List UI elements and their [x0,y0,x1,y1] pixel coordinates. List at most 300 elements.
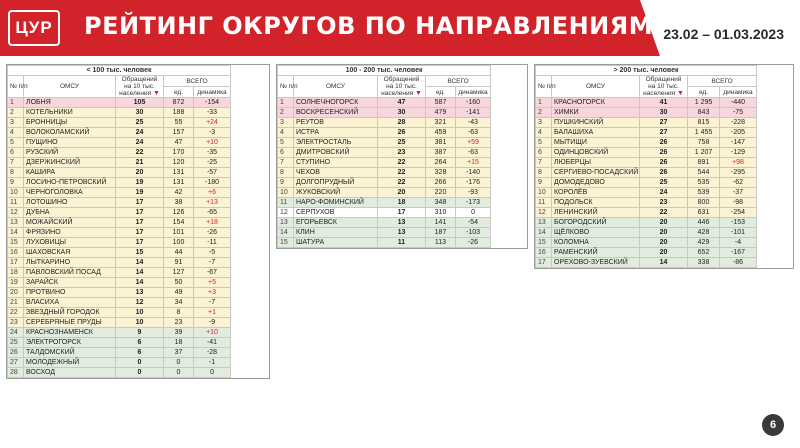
row-number: 12 [536,208,552,218]
row-number: 14 [8,228,24,238]
count-value: 0 [164,358,194,368]
col-rate: Обращений на 10 тыс. населения ▼ [116,76,164,98]
omsu-name: МЫТИЩИ [552,138,640,148]
table-row [536,118,757,128]
count-value: 544 [688,168,720,178]
dynamics-value: -11 [194,238,231,248]
dynamics-value: -129 [720,148,757,158]
col-num: № п/п [8,76,24,98]
count-value: 310 [426,208,456,218]
count-value: 23 [164,318,194,328]
rate-value: 15 [116,248,164,258]
count-value: 38 [164,198,194,208]
omsu-name: ВОСКРЕСЕНСКИЙ [294,108,378,118]
row-number: 23 [8,318,24,328]
table-row [278,118,491,128]
rate-value: 12 [116,298,164,308]
table-row [278,108,491,118]
row-number: 27 [8,358,24,368]
dynamics-value: -75 [720,108,757,118]
omsu-name: ДОЛГОПРУДНЫЙ [294,178,378,188]
cur-logo: ЦУР [8,10,60,46]
row-number: 28 [8,368,24,378]
count-value: 428 [688,228,720,238]
table-row [8,148,231,158]
row-number: 11 [8,198,24,208]
count-value: 188 [164,108,194,118]
count-value: 479 [426,108,456,118]
count-value: 120 [164,158,194,168]
table-row [278,138,491,148]
dynamics-value: +10 [194,328,231,338]
count-value: 266 [426,178,456,188]
rate-value: 20 [116,168,164,178]
rate-value: 20 [640,228,688,238]
row-number: 2 [536,108,552,118]
omsu-name: ПОДОЛЬСК [552,198,640,208]
count-value: 39 [164,328,194,338]
omsu-name: МОЖАЙСКИЙ [24,218,116,228]
omsu-name: ЛОТОШИНО [24,198,116,208]
count-value: 37 [164,348,194,358]
rate-value: 10 [116,308,164,318]
table-row [536,108,757,118]
rate-value: 24 [116,138,164,148]
dynamics-value: -33 [194,108,231,118]
rate-value: 24 [116,128,164,138]
rate-value: 22 [378,168,426,178]
dynamics-value: -41 [194,338,231,348]
omsu-name: ПРОТВИНО [24,288,116,298]
omsu-name: РЕУТОВ [294,118,378,128]
dynamics-value: -3 [194,128,231,138]
row-number: 25 [8,338,24,348]
omsu-name: СОЛНЕЧНОГОРСК [294,98,378,108]
dynamics-value: -295 [720,168,757,178]
rate-value: 18 [378,198,426,208]
count-value: 55 [164,118,194,128]
dynamics-value: -7 [194,258,231,268]
omsu-name: ЭЛЕКТРОСТАЛЬ [294,138,378,148]
dynamics-value: -147 [720,138,757,148]
dynamics-value: -54 [456,218,491,228]
rate-value: 17 [378,208,426,218]
rate-value: 21 [116,158,164,168]
dynamics-value: -86 [720,258,757,268]
dynamics-value: -5 [194,248,231,258]
rate-value: 47 [378,98,426,108]
table-row [8,158,231,168]
omsu-name: ТАЛДОМСКИЙ [24,348,116,358]
dynamics-value: 0 [456,208,491,218]
rate-value: 6 [116,348,164,358]
table-row [8,368,231,378]
col-count: ед. [164,87,194,98]
row-number: 8 [278,168,294,178]
date-range: 23.02 – 01.03.2023 [663,26,784,42]
count-value: 631 [688,208,720,218]
rating-table [7,65,231,378]
count-value: 50 [164,278,194,288]
omsu-name: ОРЕХОВО-ЗУЕВСКИЙ [552,258,640,268]
row-number: 16 [8,248,24,258]
table-row [8,188,231,198]
dynamics-value: -93 [456,188,491,198]
omsu-name: ЭЛЕКТРОГОРСК [24,338,116,348]
rate-value: 20 [640,218,688,228]
dynamics-value: -9 [194,318,231,328]
table-row [8,258,231,268]
omsu-name: ЖУКОВСКИЙ [294,188,378,198]
col-total: ВСЕГО [164,76,231,87]
rate-value: 23 [378,148,426,158]
dynamics-value: +98 [720,158,757,168]
table-row [8,228,231,238]
row-number: 12 [8,208,24,218]
dynamics-value: -440 [720,98,757,108]
count-value: 446 [688,218,720,228]
omsu-name: КРАСНОГОРСК [552,98,640,108]
header [0,0,800,56]
count-value: 127 [164,268,194,278]
table-row [536,138,757,148]
row-number: 11 [536,198,552,208]
sort-down-icon[interactable]: ▼ [676,90,684,97]
dynamics-value: +15 [456,158,491,168]
count-value: 539 [688,188,720,198]
omsu-name: СЕРЕБРЯНЫЕ ПРУДЫ [24,318,116,328]
row-number: 9 [278,178,294,188]
omsu-name: ЧЕХОВ [294,168,378,178]
rate-value: 30 [378,108,426,118]
table-row [536,148,757,158]
omsu-name: ИСТРА [294,128,378,138]
count-value: 131 [164,168,194,178]
page-title: РЕЙТИНГ ОКРУГОВ ПО НАПРАВЛЕНИЯМ [84,12,654,40]
col-omsu: ОМСУ [294,76,378,98]
count-value: 49 [164,288,194,298]
table-row [278,148,491,158]
omsu-name: ДМИТРОВСКИЙ [294,148,378,158]
omsu-name: КОЛОМНА [552,238,640,248]
dynamics-value: +6 [194,188,231,198]
count-value: 815 [688,118,720,128]
count-value: 348 [426,198,456,208]
count-value: 42 [164,188,194,198]
rate-value: 22 [378,158,426,168]
table-row [8,198,231,208]
omsu-name: ЧЕРНОГОЛОВКА [24,188,116,198]
rate-value: 27 [640,128,688,138]
count-value: 18 [164,338,194,348]
rate-value: 10 [116,318,164,328]
rate-value: 17 [116,198,164,208]
count-value: 328 [426,168,456,178]
dynamics-value: -28 [194,348,231,358]
omsu-name: СЕРПУХОВ [294,208,378,218]
count-value: 91 [164,258,194,268]
omsu-name: ПУШКИНСКИЙ [552,118,640,128]
table-row [8,338,231,348]
row-number: 18 [8,268,24,278]
rate-value: 26 [640,158,688,168]
count-value: 429 [688,238,720,248]
rate-value: 20 [640,248,688,258]
table-row [278,238,491,248]
table-row [278,208,491,218]
rate-value: 105 [116,98,164,108]
col-rate: Обращений на 10 тыс. населения ▼ [640,76,688,98]
rate-value: 25 [378,138,426,148]
rate-value: 14 [640,258,688,268]
rate-value: 13 [378,218,426,228]
table-panel-under-100k [6,64,270,379]
col-rate: Обращений на 10 тыс. населения ▼ [378,76,426,98]
dynamics-value: -1 [194,358,231,368]
row-number: 13 [8,218,24,228]
count-value: 387 [426,148,456,158]
count-value: 652 [688,248,720,258]
rate-value: 30 [640,108,688,118]
rate-value: 17 [116,238,164,248]
rate-value: 14 [116,268,164,278]
row-number: 10 [278,188,294,198]
count-value: 1 207 [688,148,720,158]
rate-value: 30 [116,108,164,118]
rate-value: 20 [378,188,426,198]
rate-value: 13 [378,228,426,238]
count-value: 100 [164,238,194,248]
omsu-name: ЛУХОВИЦЫ [24,238,116,248]
rate-value: 22 [640,208,688,218]
row-number: 15 [8,238,24,248]
dynamics-value: -98 [720,198,757,208]
row-number: 19 [8,278,24,288]
table-row [8,118,231,128]
row-number: 24 [8,328,24,338]
table-row [536,158,757,168]
row-number: 4 [278,128,294,138]
dynamics-value: -101 [720,228,757,238]
table-row [8,308,231,318]
count-value: 44 [164,248,194,258]
row-number: 9 [536,178,552,188]
row-number: 9 [8,178,24,188]
table-row [8,358,231,368]
rate-value: 25 [116,118,164,128]
row-number: 2 [8,108,24,118]
page-number: 6 [762,414,784,436]
row-number: 5 [536,138,552,148]
rate-value: 19 [116,178,164,188]
count-value: 34 [164,298,194,308]
row-number: 5 [8,138,24,148]
omsu-name: ШАХОВСКАЯ [24,248,116,258]
table-row [8,178,231,188]
omsu-name: ЩЁЛКОВО [552,228,640,238]
dynamics-value: -154 [194,98,231,108]
dynamics-value: -26 [194,228,231,238]
count-value: 872 [164,98,194,108]
row-number: 13 [536,218,552,228]
row-number: 11 [278,198,294,208]
table-row [8,348,231,358]
dynamics-value: -153 [720,218,757,228]
table-row [536,178,757,188]
row-number: 10 [8,188,24,198]
count-value: 126 [164,208,194,218]
dynamics-value: -140 [456,168,491,178]
row-number: 1 [278,98,294,108]
col-num: № п/п [278,76,294,98]
omsu-name: ПУЩИНО [24,138,116,148]
table-row [536,168,757,178]
row-number: 1 [8,98,24,108]
row-number: 3 [536,118,552,128]
group-title: 100 - 200 тыс. человек [278,66,491,76]
row-number: 17 [536,258,552,268]
dynamics-value: -180 [194,178,231,188]
dynamics-value: -4 [720,238,757,248]
table-row [8,248,231,258]
omsu-name: ДУБНА [24,208,116,218]
omsu-name: РАМЕНСКИЙ [552,248,640,258]
table-row [278,168,491,178]
table-row [536,198,757,208]
omsu-name: БРОННИЦЫ [24,118,116,128]
omsu-name: ВОСХОД [24,368,116,378]
table-row [8,288,231,298]
dynamics-value: -173 [456,198,491,208]
dynamics-value: -63 [456,148,491,158]
dynamics-value: +24 [194,118,231,128]
table-row [8,168,231,178]
dynamics-value: -67 [194,268,231,278]
sort-down-icon[interactable]: ▼ [152,90,160,97]
row-number: 16 [536,248,552,258]
omsu-name: КЛИН [294,228,378,238]
table-row [536,258,757,268]
count-value: 47 [164,138,194,148]
row-number: 4 [8,128,24,138]
rate-value: 17 [116,228,164,238]
omsu-name: ЛОСИНО-ПЕТРОВСКИЙ [24,178,116,188]
count-value: 1 295 [688,98,720,108]
row-number: 8 [8,168,24,178]
row-number: 15 [536,238,552,248]
table-row [278,98,491,108]
omsu-name: КОРОЛЁВ [552,188,640,198]
count-value: 157 [164,128,194,138]
table-row [278,178,491,188]
rate-value: 20 [640,238,688,248]
table-row [536,188,757,198]
omsu-name: НАРО-ФОМИНСКИЙ [294,198,378,208]
omsu-name: ОДИНЦОВСКИЙ [552,148,640,158]
row-number: 6 [8,148,24,158]
count-value: 113 [426,238,456,248]
count-value: 1 455 [688,128,720,138]
rate-value: 19 [116,188,164,198]
dynamics-value: +1 [194,308,231,318]
row-number: 20 [8,288,24,298]
col-dynamics: динамика [720,87,757,98]
dynamics-value: +59 [456,138,491,148]
count-value: 170 [164,148,194,158]
rate-value: 27 [640,118,688,128]
rate-value: 9 [116,328,164,338]
dynamics-value: -205 [720,128,757,138]
dynamics-value: -65 [194,208,231,218]
rate-value: 25 [640,178,688,188]
dynamics-value: -26 [456,238,491,248]
row-number: 13 [278,218,294,228]
omsu-name: ШАТУРА [294,238,378,248]
dynamics-value: +5 [194,278,231,288]
omsu-name: ЛЮБЕРЦЫ [552,158,640,168]
table-row [8,218,231,228]
omsu-name: БАЛАШИХА [552,128,640,138]
count-value: 843 [688,108,720,118]
count-value: 321 [426,118,456,128]
omsu-name: ВОЛОКОЛАМСКИЙ [24,128,116,138]
dynamics-value: -37 [720,188,757,198]
omsu-name: ЛЕНИНСКИЙ [552,208,640,218]
table-panel-100-200k [276,64,528,249]
omsu-name: ЛЫТКАРИНО [24,258,116,268]
rating-table [277,65,491,248]
omsu-name: КАШИРА [24,168,116,178]
omsu-name: БОГОРОДСКИЙ [552,218,640,228]
count-value: 535 [688,178,720,188]
omsu-name: ВЛАСИХА [24,298,116,308]
col-total: ВСЕГО [688,76,757,87]
table-row [8,298,231,308]
rate-value: 22 [116,148,164,158]
table-row [536,128,757,138]
sort-down-icon[interactable]: ▼ [414,90,422,97]
rate-value: 22 [378,178,426,188]
dynamics-value: +3 [194,288,231,298]
col-total: ВСЕГО [426,76,491,87]
dynamics-value: -254 [720,208,757,218]
table-row [278,128,491,138]
dynamics-value: -160 [456,98,491,108]
omsu-name: ЗАРАЙСК [24,278,116,288]
dynamics-value: -35 [194,148,231,158]
table-row [8,138,231,148]
dynamics-value: -103 [456,228,491,238]
omsu-name: ФРЯЗИНО [24,228,116,238]
dynamics-value: -167 [720,248,757,258]
row-number: 5 [278,138,294,148]
rate-value: 17 [116,218,164,228]
omsu-name: ЗВЕЗДНЫЙ ГОРОДОК [24,308,116,318]
dynamics-value: -25 [194,158,231,168]
row-number: 6 [278,148,294,158]
table-row [536,248,757,258]
dynamics-value: -57 [194,168,231,178]
group-title: > 200 тыс. человек [536,66,757,76]
table-row [536,238,757,248]
dynamics-value: -176 [456,178,491,188]
table-row [278,188,491,198]
count-value: 758 [688,138,720,148]
rate-value: 23 [640,198,688,208]
rate-value: 41 [640,98,688,108]
col-omsu: ОМСУ [24,76,116,98]
dynamics-value: -228 [720,118,757,128]
